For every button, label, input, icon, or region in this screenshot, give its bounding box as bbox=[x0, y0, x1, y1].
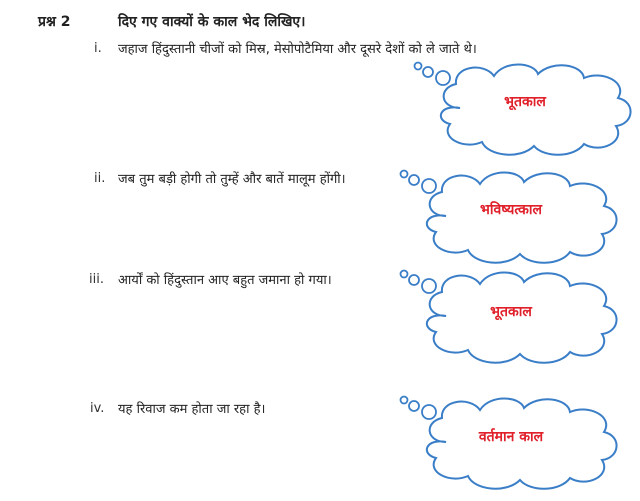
answer-4: वर्तमान काल bbox=[478, 429, 544, 445]
answer-3: भूतकाल bbox=[490, 304, 532, 320]
item-sentence-4: यह रिवाज कम होता जा रहा है। bbox=[118, 402, 266, 417]
item-sentence-2: जब तुम बड़ी होगी तो तुम्हें और बातें मालूम होंगी। bbox=[118, 172, 346, 187]
answer-2: भविष्यत्काल bbox=[480, 202, 542, 218]
answer-1: भूतकाल bbox=[504, 94, 546, 110]
question-label: प्रश्न 2 bbox=[38, 14, 71, 30]
item-sentence-3: आर्यों को हिंदुस्तान आए बहुत जमाना हो गया। bbox=[118, 273, 332, 288]
item-sentence-1: जहाज हिंदुस्तानी चीजों को मिस्र, मेसोपोटैमिया और दूसरे देशों को ले जाते थे। bbox=[118, 42, 477, 57]
item-number-2: ii. bbox=[94, 171, 106, 186]
item-number-3: iii. bbox=[89, 272, 104, 287]
item-number-1: i. bbox=[94, 41, 102, 56]
question-title: दिए गए वाक्यों के काल भेद लिखिए। bbox=[118, 14, 306, 30]
item-number-4: iv. bbox=[90, 401, 105, 416]
